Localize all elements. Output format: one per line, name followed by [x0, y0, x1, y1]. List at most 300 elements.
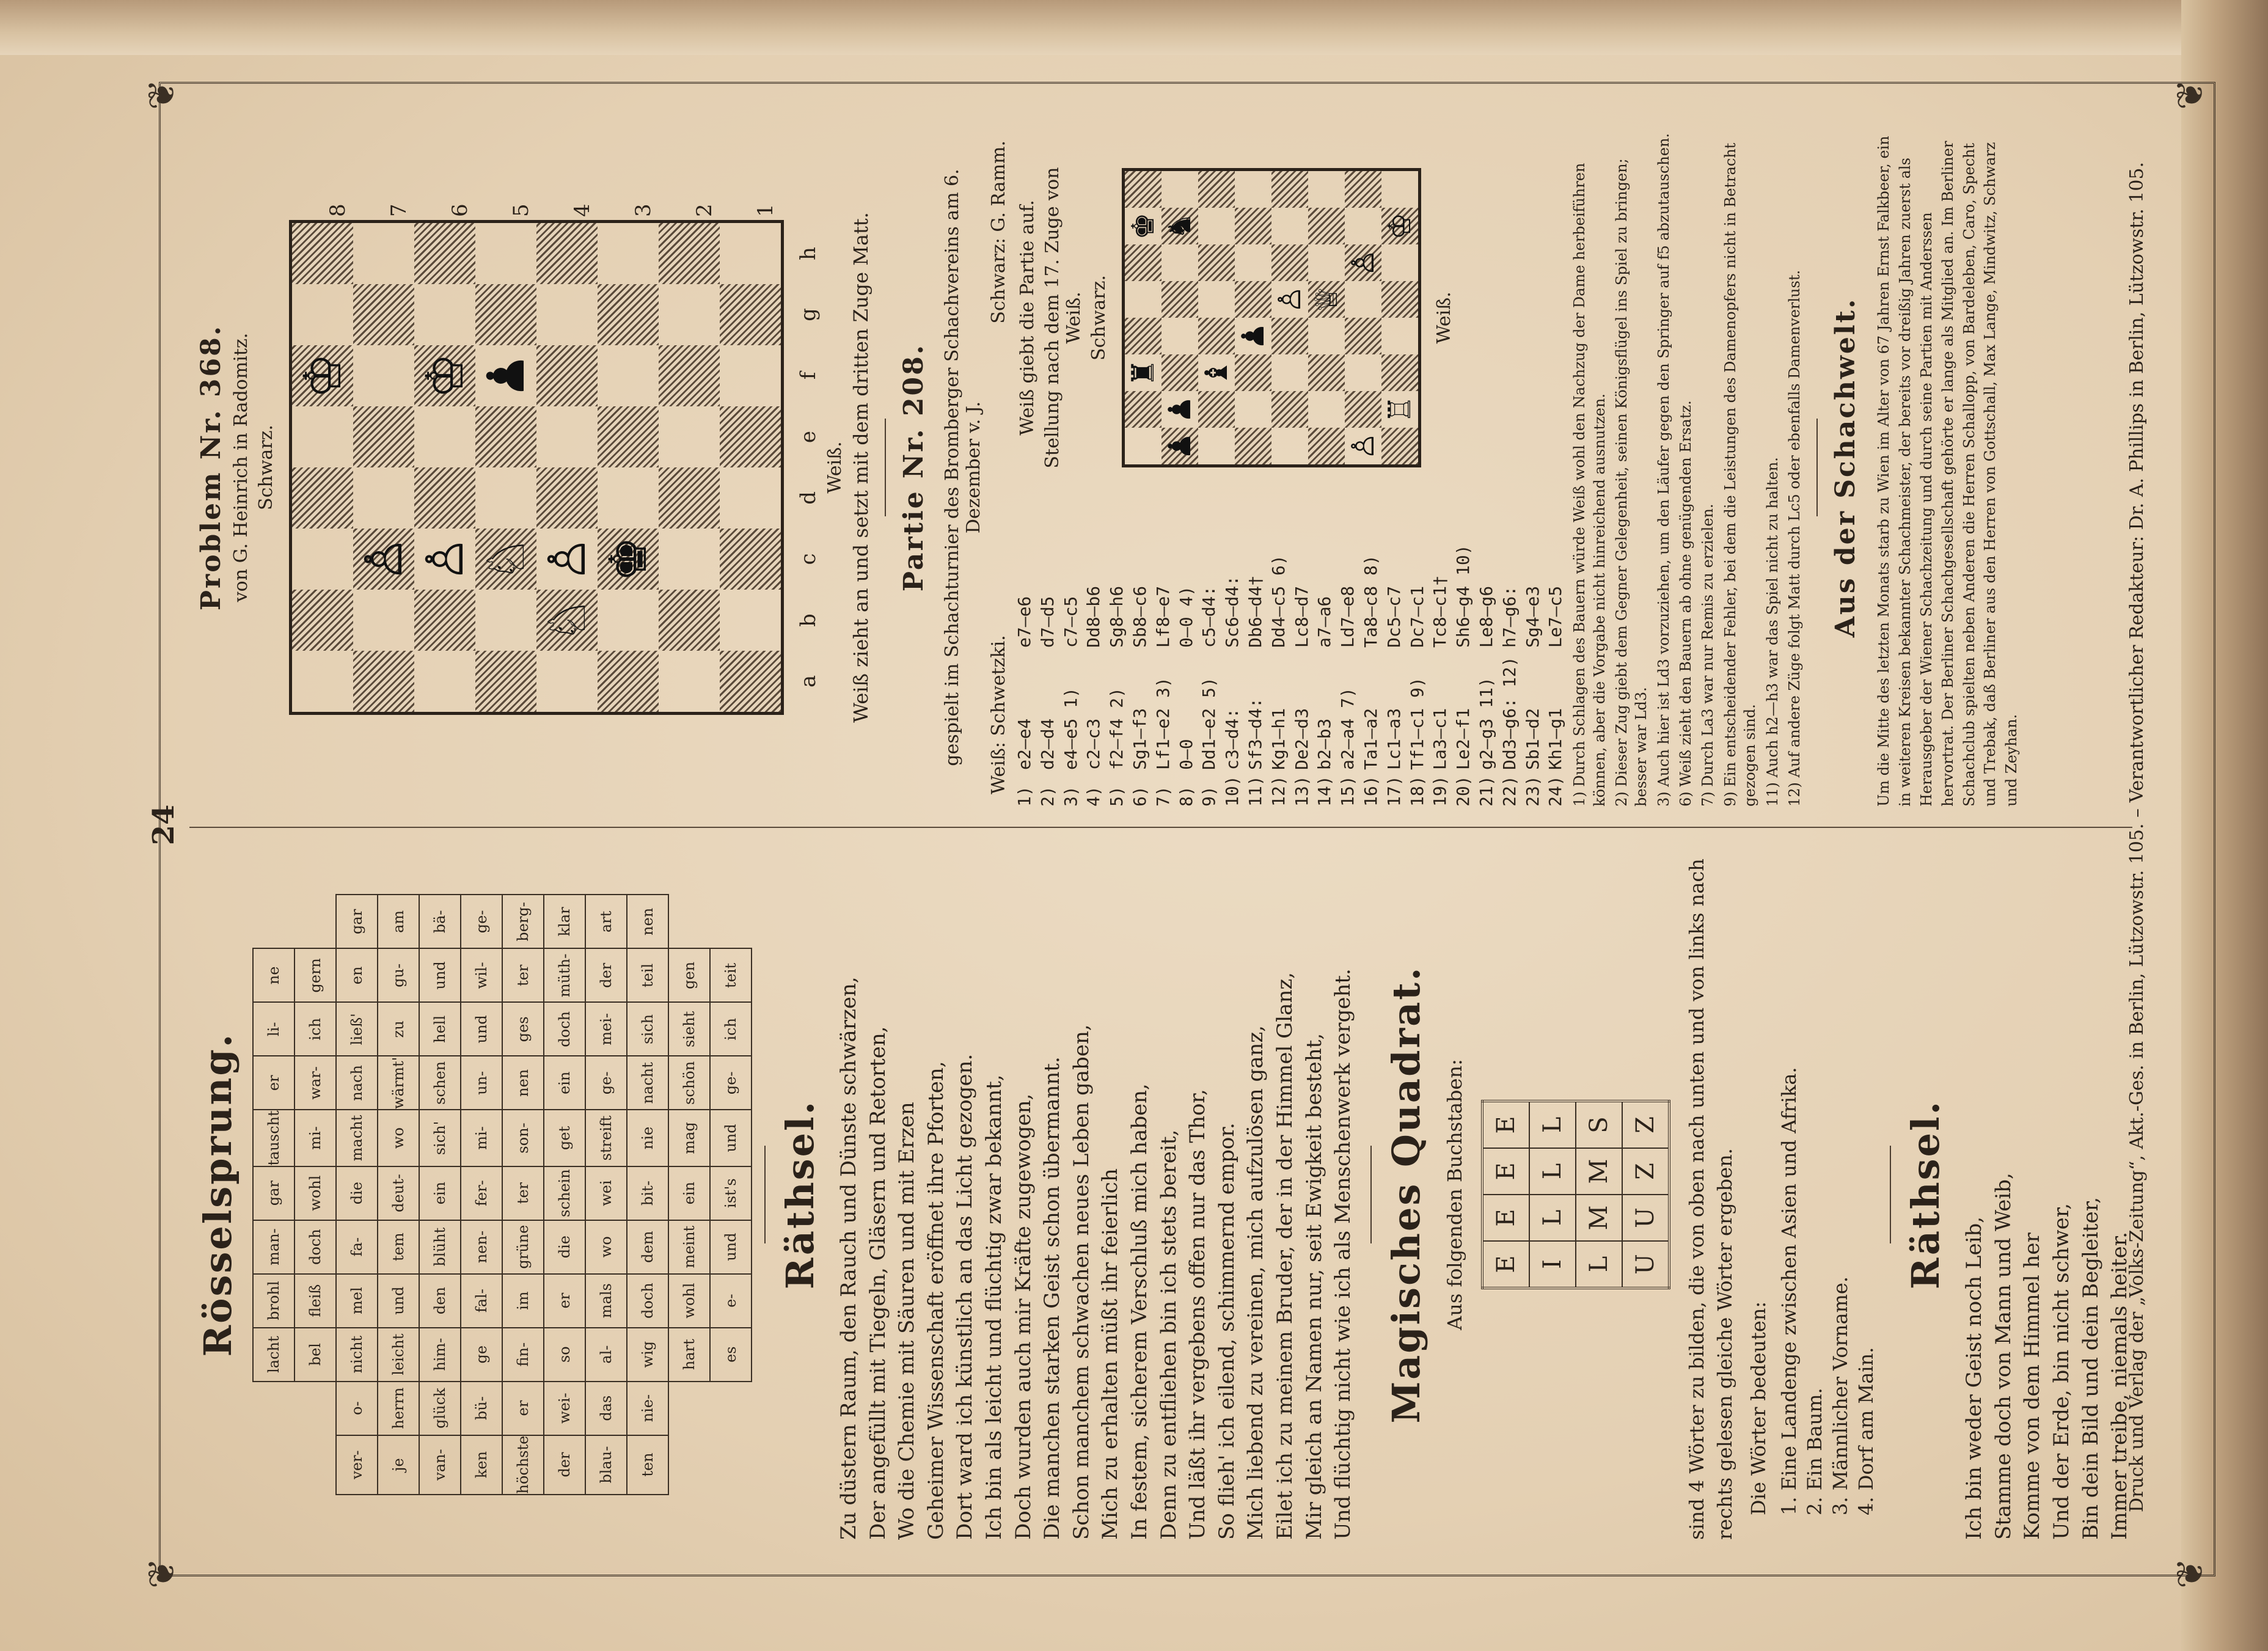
roesselsprung-cell: sich': [419, 1110, 461, 1166]
roesselsprung-cell: art: [585, 895, 627, 948]
board-square: [292, 590, 353, 651]
poem-line: Ich bin als leicht und flüchtig zwar bekannt,: [981, 1074, 1006, 1540]
board-square: [598, 345, 659, 406]
roesselsprung-cell: [668, 895, 710, 948]
roesselsprung-cell: wil-: [461, 948, 502, 1002]
partie-title: Partie Nr. 208.: [898, 343, 929, 592]
problem-board: [289, 220, 784, 715]
roesselsprung-cell: sich: [627, 1002, 668, 1056]
roesselsprung-cell: ich: [710, 1002, 752, 1056]
roesselsprung-cell: er: [544, 1274, 585, 1328]
move-number: 11): [1245, 775, 1265, 807]
partie-intro: gespielt im Schachturnier des Bromberger Schachvereins am 6. Dezember v. J.: [942, 169, 984, 766]
roesselsprung-cell: fal-: [461, 1274, 502, 1328]
black-pawn-icon: ♟: [1161, 395, 1198, 423]
roesselsprung-cell: bä-: [419, 895, 461, 948]
move-number: 14): [1314, 775, 1335, 807]
black-move: Le7—c5: [1545, 585, 1566, 648]
white-pawn-icon: ♙: [1345, 432, 1381, 460]
roesselsprung-cell: bü-: [461, 1382, 502, 1435]
board-square: [1235, 391, 1271, 428]
roesselsprung-cell: die: [336, 1166, 378, 1220]
roesselsprung-cell: nach: [336, 1056, 378, 1110]
move-number: 10): [1222, 775, 1243, 807]
move-number: 18): [1407, 775, 1427, 807]
board-square: [659, 651, 720, 712]
board-square: [475, 284, 536, 345]
imprint-footer: Druck und Verlag der „Volks-Zeitung“, Akt.-Ges. in Berlin, Lützowstr. 105. – Verantwortlicher Redakteur: Dr. A. Phillips in Berlin, Lützowstr. 105.: [2126, 162, 2148, 1512]
roesselsprung-cell: wo: [378, 1110, 419, 1166]
book-gutter: [0, 0, 2268, 55]
magic-square-word: 2. Ein Baum.: [1803, 1388, 1827, 1515]
roesselsprung-cell: ter: [502, 1166, 544, 1220]
board-square: [1381, 428, 1418, 464]
poem-line: In festem, sicherem Verschluß mich haben,: [1127, 1083, 1152, 1540]
board-square: [1198, 428, 1235, 464]
raethsel1-title: Räthsel.: [778, 1099, 822, 1290]
board-square: [1345, 281, 1381, 318]
roesselsprung-cell: bit-: [627, 1166, 668, 1220]
corner-ornament: ❦: [2169, 1558, 2212, 1589]
board-square: [659, 223, 720, 284]
raethsel2-poem: [1960, 849, 2135, 1540]
board-square: [353, 284, 414, 345]
board-square: [475, 590, 536, 651]
move-number: 2): [1037, 786, 1058, 807]
roesselsprung-cell: [294, 895, 336, 948]
file-label: d: [796, 491, 821, 505]
roesselsprung-cell: nen: [502, 1056, 544, 1110]
schachwelt-text: Um die Mitte des letzten Monats starb zu Wien im Alter von 67 Jahren Ernst Falkbeer, ein in weiteren Kreisen bekannter Schachmeister, der bereits vor dreißig Jahren zuerst als Herausgeber der Wiener Schachzeitung und durch seine Partien mit Anderssen hervortrat. Der Berliner Schachgesellschaft gehörte er lange als Mitglied an. Im Berliner Schachclub spielten neben Anderen die Herren Schallopp, von Bardeleben, Caro, Specht und Trebak, daß Berliner aus den Herren von Gottschall, Max Lange, Mindwitz, Schwarz und Zeyhan.: [1875, 136, 2021, 807]
move-row: [1152, 501, 1175, 807]
poem-line: Ich bin weder Geist noch Leib,: [1962, 1216, 1987, 1540]
poem-line: Immer treibe, niemals heiter.: [2107, 1231, 2132, 1540]
move-row: [1175, 501, 1198, 807]
black-pawn-icon: ♟: [1235, 322, 1271, 350]
roesselsprung-cell: en: [336, 948, 378, 1002]
roesselsprung-cell: streift: [585, 1110, 627, 1166]
roesselsprung-cell: fer-: [461, 1166, 502, 1220]
magic-square-cell: L: [1529, 1148, 1576, 1195]
move-number: 5): [1107, 786, 1127, 807]
roesselsprung-cell: blau-: [585, 1435, 627, 1495]
divider: [1816, 419, 1818, 516]
roesselsprung-cell: und: [419, 948, 461, 1002]
black-move: Lf8—e7: [1152, 585, 1173, 648]
file-label: f: [796, 372, 821, 380]
partie-result: Weiß giebt die Partie auf.: [1017, 200, 1038, 436]
board-square: [598, 467, 659, 529]
partie-notes: [1570, 128, 1804, 807]
problem-author: von G. Heinrich in Radomitz.: [230, 332, 252, 602]
board-square: [1198, 171, 1235, 208]
board-square: [353, 345, 414, 406]
roesselsprung-cell: mals: [585, 1274, 627, 1328]
roesselsprung-cell: doch: [627, 1274, 668, 1328]
board-square: [1308, 318, 1345, 354]
white-knight-icon: ♘: [476, 536, 536, 582]
board-square: [1308, 428, 1345, 464]
board-square: [353, 651, 414, 712]
white-move: e4—e5 1): [1060, 687, 1081, 770]
rotated-page: [134, 49, 2268, 1613]
white-move: Dd1—e2 5): [1199, 677, 1220, 770]
roesselsprung-cell: ich: [294, 1002, 336, 1056]
magic-square-title: Magisches Quadrat.: [1383, 965, 1428, 1424]
roesselsprung-cell: ein: [668, 1166, 710, 1220]
poem-line: Die manchen starken Geist schon übermannt.: [1040, 1056, 1065, 1540]
black-move: h7—g6:: [1499, 585, 1520, 648]
roesselsprung-cell: tem: [378, 1220, 419, 1274]
board-square: [1381, 171, 1418, 208]
roesselsprung-cell: doch: [294, 1220, 336, 1274]
board-square: [353, 467, 414, 529]
roesselsprung-cell: gu-: [378, 948, 419, 1002]
roesselsprung-cell: der: [544, 1435, 585, 1495]
move-number: 22): [1499, 775, 1520, 807]
poem-line: Und flüchtig nicht wie ich als Menschenwerk vergeht.: [1331, 968, 1356, 1540]
magic-square-cell: Z: [1622, 1148, 1669, 1195]
board-square: [720, 284, 781, 345]
roesselsprung-cell: macht: [336, 1110, 378, 1166]
board-square: [720, 529, 781, 590]
black-move: Le8—g6: [1476, 585, 1496, 648]
white-move: Sf3—d4:: [1245, 697, 1265, 770]
magic-square-cell: L: [1529, 1101, 1576, 1148]
roesselsprung-cell: und: [378, 1274, 419, 1328]
white-move: c3—d4:: [1222, 708, 1243, 770]
roesselsprung-cell: herrn: [378, 1382, 419, 1435]
board-square: [720, 406, 781, 467]
rank-label: 4: [570, 203, 594, 217]
white-move: 0—0: [1176, 739, 1196, 770]
roesselsprung-cell: wohl: [294, 1166, 336, 1220]
partie-note: 7) Durch La3 war nur Remis zu erzielen.: [1699, 503, 1717, 807]
board-square: [414, 223, 475, 284]
board-square: [1161, 281, 1198, 318]
white-king-icon: ♔: [293, 353, 353, 399]
move-row: [1221, 501, 1244, 807]
partie-white: Weiß: Schwetzki.: [988, 635, 1009, 794]
poem-line: Doch wurden auch mir Kräfte zugewogen,: [1011, 1093, 1036, 1540]
roesselsprung-cell: [710, 1382, 752, 1435]
partie-note: 1) Durch Schlagen des Bauern würde Weiß wohl den Nachzug der Dame herbeiführen können, aber die Vorgabe nicht hinreichend ausnutzen.: [1571, 163, 1608, 807]
move-row: [1244, 501, 1267, 807]
black-move: e7—e6: [1014, 596, 1034, 648]
partie-moves: [1013, 501, 1567, 807]
partie-position-caption: Stellung nach dem 17. Zuge von Weiß.: [1042, 167, 1085, 469]
board-square: [1271, 391, 1308, 428]
move-row: [1452, 501, 1475, 807]
roesselsprung-cell: den: [419, 1274, 461, 1328]
board-square: [292, 529, 353, 590]
black-move: a7—a6: [1314, 596, 1335, 648]
roesselsprung-cell: klar: [544, 895, 585, 948]
roesselsprung-cell: man-: [253, 1220, 294, 1274]
roesselsprung-cell: nen-: [461, 1220, 502, 1274]
column-rule: [189, 827, 2132, 828]
board-square: [1235, 244, 1271, 281]
board-square: [536, 467, 598, 529]
roesselsprung-cell: leicht: [378, 1328, 419, 1382]
roesselsprung-cell: je: [378, 1435, 419, 1495]
roesselsprung-cell: nie-: [627, 1382, 668, 1435]
roesselsprung-cell: am: [378, 895, 419, 948]
left-column: [189, 849, 2135, 1540]
magic-square-words-intro: Die Wörter bedeuten:: [1746, 1301, 1770, 1515]
board-square: [475, 467, 536, 529]
move-row: [1013, 501, 1036, 807]
white-move: Sb1—d2: [1522, 708, 1543, 770]
move-row: [1290, 501, 1314, 807]
board-square: [536, 345, 598, 406]
move-row: [1129, 501, 1152, 807]
roesselsprung-cell: [710, 895, 752, 948]
board-square: [292, 223, 353, 284]
roesselsprung-cell: schön: [668, 1056, 710, 1110]
roesselsprung-cell: son-: [502, 1110, 544, 1166]
board-square: [1345, 208, 1381, 244]
board-square: [1125, 428, 1161, 464]
white-queen-icon: ♕: [1308, 285, 1344, 313]
roesselsprung-cell: und: [710, 1220, 752, 1274]
white-move: g2—g3 11): [1476, 677, 1496, 770]
move-number: 13): [1291, 775, 1312, 807]
magic-square-cell: Z: [1622, 1101, 1669, 1148]
roesselsprung-cell: li-: [253, 1002, 294, 1056]
magic-square-word: 1. Eine Landenge zwischen Asien und Afrika.: [1777, 1067, 1801, 1515]
roesselsprung-cell: brohl: [253, 1274, 294, 1328]
magic-square-cell: U: [1622, 1241, 1669, 1288]
board-square: [292, 284, 353, 345]
board-square: [1125, 171, 1161, 208]
white-rook-icon: ♖: [1381, 395, 1418, 423]
roesselsprung-cell: mei-: [585, 1002, 627, 1056]
roesselsprung-cell: un-: [461, 1056, 502, 1110]
white-move: Dd3—g6: 12): [1499, 656, 1520, 770]
board-square: [353, 590, 414, 651]
board-square: [1198, 208, 1235, 244]
roesselsprung-cell: e-: [710, 1274, 752, 1328]
move-row: [1082, 501, 1105, 807]
move-number: 3): [1060, 786, 1081, 807]
board-square: [1198, 318, 1235, 354]
board-square: [292, 406, 353, 467]
board-square: [475, 651, 536, 712]
board-square: [659, 284, 720, 345]
magic-square-cell: L: [1529, 1195, 1576, 1241]
white-pawn-icon: ♙: [1271, 285, 1308, 313]
board-square: [1345, 171, 1381, 208]
white-move: a2—a4 7): [1337, 687, 1358, 770]
poem-line: Der angefüllt mit Tiegeln, Gläsern und Retorten,: [865, 1026, 890, 1540]
roesselsprung-cell: lacht: [253, 1328, 294, 1382]
white-pawn-icon: ♙: [415, 536, 475, 582]
roesselsprung-cell: gern: [294, 948, 336, 1002]
board-square: [1381, 318, 1418, 354]
move-number: 24): [1545, 775, 1566, 807]
magic-square-text: sind 4 Wörter zu bilden, die von oben nach unten und von links nach rechts gelesen gleiche Wörter ergeben.: [1685, 858, 1737, 1540]
board-square: [1308, 171, 1345, 208]
rank-label: 1: [753, 203, 778, 217]
white-move: Kg1—h1: [1268, 708, 1289, 770]
board-square: [1198, 391, 1235, 428]
board-square: [598, 651, 659, 712]
board-square: [353, 406, 414, 467]
roesselsprung-cell: teit: [710, 948, 752, 1002]
poem-line: Schon manchem schwachen neues Leben gaben,: [1069, 1024, 1094, 1540]
roesselsprung-cell: gar: [253, 1166, 294, 1220]
roesselsprung-cell: [253, 895, 294, 948]
roesselsprung-cell: die: [544, 1220, 585, 1274]
poem-line: Dort ward ich künstlich an das Licht gezogen.: [953, 1053, 978, 1540]
roesselsprung-cell: war-: [294, 1056, 336, 1110]
problem-black-label: Schwarz.: [255, 425, 277, 510]
board-square: [1381, 354, 1418, 391]
poem-line: Denn zu entfliehen bin ich stets bereit,: [1156, 1129, 1181, 1540]
magic-square-cell: E: [1482, 1101, 1529, 1148]
roesselsprung-cell: [253, 1382, 294, 1435]
roesselsprung-cell: [710, 1435, 752, 1495]
file-label: h: [796, 247, 821, 260]
file-label: a: [796, 675, 821, 688]
white-move: f2—f4 2): [1107, 687, 1127, 770]
black-move: Db6—d4†: [1245, 575, 1265, 648]
board-square: [1198, 281, 1235, 318]
partie-note: 11) Auch h2—h3 war das Spiel nicht zu halten.: [1763, 457, 1781, 807]
board-square: [1271, 171, 1308, 208]
roesselsprung-cell: ein: [419, 1166, 461, 1220]
magic-square-cell: E: [1482, 1241, 1529, 1288]
black-move: Sc6—d4:: [1222, 575, 1243, 648]
roesselsprung-cell: und: [461, 1002, 502, 1056]
poem-line: Bin dein Bild und dein Begleiter,: [2078, 1196, 2103, 1540]
board-square: [1125, 281, 1161, 318]
white-king-icon: ♔: [1381, 212, 1418, 240]
board-square: [414, 467, 475, 529]
black-move: Tc8—c1†: [1430, 575, 1450, 648]
problem-task: Weiß zieht an und setzt mit dem dritten Zuge Matt.: [849, 212, 872, 723]
poem-line: Mich liebend zu vereinen, mich aufzulösen ganz,: [1243, 1025, 1268, 1540]
board-square: [1235, 208, 1271, 244]
roesselsprung-cell: [253, 1435, 294, 1495]
board-square: [659, 529, 720, 590]
board-square: [1235, 354, 1271, 391]
board-square: [598, 406, 659, 467]
black-move: Lc8—d7: [1291, 585, 1312, 648]
move-number: 16): [1360, 775, 1381, 807]
magic-square-cell: U: [1622, 1195, 1669, 1241]
board-square: [1161, 354, 1198, 391]
roesselsprung-cell: wei-: [544, 1382, 585, 1435]
board-square: [1125, 244, 1161, 281]
corner-ornament: ❦: [141, 1558, 183, 1589]
board-square: [292, 467, 353, 529]
white-move: b2—b3: [1314, 718, 1335, 770]
move-number: 8): [1176, 786, 1196, 807]
roesselsprung-cell: [668, 1382, 710, 1435]
board-square: [1271, 244, 1308, 281]
rank-label: 2: [692, 203, 717, 217]
roesselsprung-cell: fa-: [336, 1220, 378, 1274]
black-pawn-icon: ♟: [1161, 432, 1198, 460]
partie-white-label: Weiß.: [1433, 291, 1455, 344]
roesselsprung-cell: müth-: [544, 948, 585, 1002]
problem-title: Problem Nr. 368.: [196, 324, 227, 611]
black-move: c7—c5: [1060, 596, 1081, 648]
roesselsprung-cell: ließ': [336, 1002, 378, 1056]
move-number: 6): [1129, 786, 1150, 807]
move-row: [1498, 501, 1521, 807]
poem-line: Und der Erde, bin nicht schwer,: [2049, 1203, 2074, 1540]
roesselsprung-cell: so: [544, 1328, 585, 1382]
partie-note: 9) Ein entscheidender Fehler, bei dem die Leistungen des Damenopfers nicht in Betracht gezogen sind.: [1721, 142, 1759, 807]
roesselsprung-cell: ges: [502, 1002, 544, 1056]
magic-square-cell: M: [1576, 1195, 1622, 1241]
board-square: [1308, 354, 1345, 391]
rank-label: 7: [387, 203, 411, 217]
problem-file-labels: [796, 128, 821, 807]
move-number: 4): [1083, 786, 1104, 807]
corner-ornament: ❦: [2169, 79, 2212, 110]
black-move: Sb8—c6: [1129, 585, 1150, 648]
move-row: [1475, 501, 1498, 807]
board-square: [720, 223, 781, 284]
board-square: [720, 651, 781, 712]
corner-ornament: ❦: [141, 79, 183, 110]
move-number: 21): [1476, 775, 1496, 807]
board-square: [659, 345, 720, 406]
file-label: c: [796, 553, 821, 565]
roesselsprung-cell: gar: [336, 895, 378, 948]
roesselsprung-cell: ver-: [336, 1435, 378, 1495]
roesselsprung-cell: er: [253, 1056, 294, 1110]
black-move: Sg8—h6: [1107, 585, 1127, 648]
magic-square-words: [1777, 849, 1878, 1540]
magic-square-cell: I: [1529, 1241, 1576, 1288]
poem-line: So flieh' ich eilend, schimmernd empor.: [1214, 1122, 1239, 1540]
board-square: [1345, 391, 1381, 428]
black-move: Dd4—c5 6): [1268, 555, 1289, 648]
divider: [764, 1146, 766, 1243]
roesselsprung-cell: wärmt': [378, 1056, 419, 1110]
white-move: c2—c3: [1083, 718, 1104, 770]
rank-label: 5: [509, 203, 533, 217]
roesselsprung-cell: doch: [544, 1002, 585, 1056]
roesselsprung-cell: van-: [419, 1435, 461, 1495]
board-square: [659, 590, 720, 651]
roesselsprung-cell: schein: [544, 1166, 585, 1220]
partie-black-label: Schwarz.: [1088, 275, 1110, 361]
black-move: Dc7—c1: [1407, 585, 1427, 648]
white-pawn-icon: ♙: [354, 536, 414, 582]
rank-label: 6: [448, 203, 472, 217]
move-number: 17): [1383, 775, 1404, 807]
black-king-icon: ♚: [598, 536, 658, 582]
move-row: [1336, 501, 1359, 807]
roesselsprung-cell: deut-: [378, 1166, 419, 1220]
board-square: [414, 284, 475, 345]
move-row: [1313, 501, 1336, 807]
roesselsprung-cell: blüht: [419, 1220, 461, 1274]
file-label: b: [796, 613, 821, 627]
board-square: [414, 651, 475, 712]
roesselsprung-cell: dem: [627, 1220, 668, 1274]
file-label: g: [796, 308, 821, 321]
magic-square-cell: L: [1576, 1241, 1622, 1288]
board-square: [1125, 318, 1161, 354]
move-row: [1267, 501, 1290, 807]
